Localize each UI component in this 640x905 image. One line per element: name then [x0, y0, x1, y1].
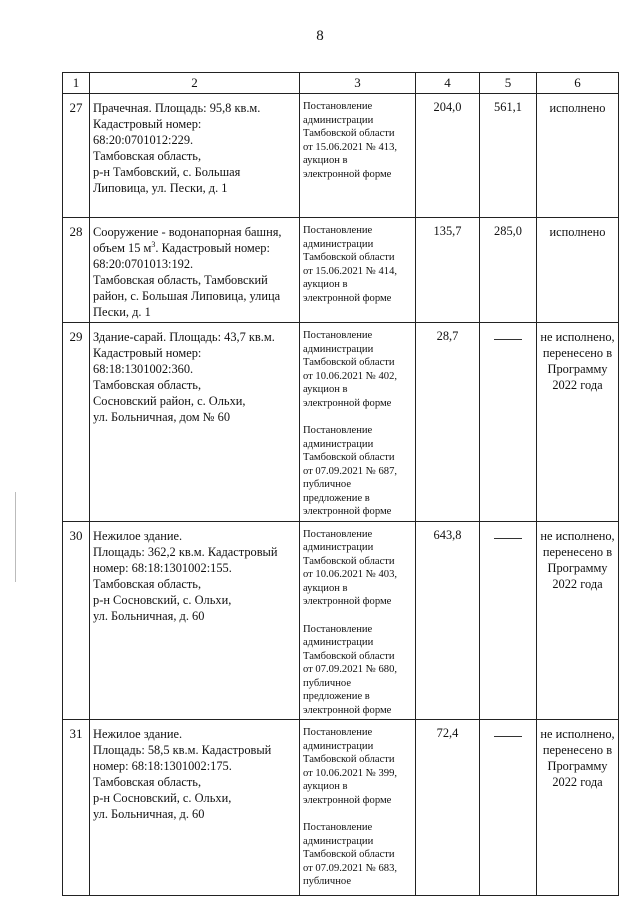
value-col5: 285,0 [480, 218, 537, 323]
object-description [90, 218, 300, 323]
status-line: Программу [547, 560, 608, 575]
header-cell: 3 [300, 73, 416, 94]
resolution-block [303, 224, 412, 305]
resolution-documents [300, 323, 416, 522]
resolution-line: публичное [303, 876, 352, 887]
description-line: Кадастровый номер: [93, 346, 202, 360]
description-line: Площадь: 58,5 кв.м. Кадастровый [93, 743, 272, 757]
value-col5 [480, 521, 537, 720]
resolution-line: от 15.06.2021 № 413, [303, 141, 398, 153]
resolution-line: аукцион в [303, 155, 348, 166]
description-line: район, с. Большая Липовица, улица [93, 289, 281, 303]
resolution-line: электронной форме [303, 704, 392, 716]
resolution-block [303, 821, 412, 889]
description-line: Тамбовская область, [93, 378, 202, 392]
status-line: не исполнено, [540, 727, 615, 741]
value-col4: 643,8 [416, 521, 480, 720]
description-line: Площадь: 362,2 кв.м. Кадастровый [93, 544, 278, 559]
resolution-line: электронной форме [303, 292, 392, 304]
page-number: 8 [316, 28, 324, 44]
description-line: Нежилое здание. [93, 528, 183, 543]
resolution-line: электронной форме [303, 506, 392, 517]
status-line: исполнено [549, 225, 606, 239]
resolution-line: Тамбовской области [303, 555, 395, 567]
description-line: Нежилое здание. [93, 727, 183, 741]
resolution-line: Постановление [303, 101, 373, 112]
resolution-block [303, 100, 412, 181]
description-line: Здание-сарай. Площадь: 43,7 кв.м. [93, 330, 275, 344]
row-number: 31 [63, 720, 90, 896]
description-line: номер: 68:18:1301002:175. [93, 759, 232, 773]
resolution-line: администрации [303, 438, 374, 450]
value-col4: 72,4 [416, 720, 480, 896]
status-line: перенесено в [542, 743, 613, 757]
resolution-line: Постановление [303, 623, 373, 635]
row-number: 29 [63, 323, 90, 522]
resolution-line: от 07.09.2021 № 683, [303, 862, 398, 874]
resolution-line: аукцион в [303, 781, 348, 792]
resolution-line: электронной форме [303, 794, 392, 806]
description-line: Сооружение - водонапорная башня, [93, 225, 282, 239]
resolution-line: администрации [303, 637, 374, 648]
description-line: Прачечная. Площадь: 95,8 кв.м. [93, 101, 261, 115]
resolution-line: электронной форме [303, 168, 392, 180]
status-line: исполнено [549, 101, 606, 115]
description-line: ул. Больничная, д. 60 [93, 608, 205, 623]
object-description [90, 521, 300, 720]
table-row [63, 323, 619, 522]
value-col4: 135,7 [416, 218, 480, 323]
resolution-block [303, 329, 412, 410]
execution-status [537, 218, 619, 323]
scan-margin-mark [15, 492, 16, 582]
resolution-line: Тамбовской области [303, 650, 395, 662]
unit-superscript: 3 [151, 239, 156, 249]
description-line: Липовица, ул. Пески, д. 1 [93, 181, 228, 195]
description-line: Сосновский район, с. Ольхи, [93, 394, 246, 408]
resolution-line: от 15.06.2021 № 414, [303, 265, 398, 277]
description-line: Пески, д. 1 [93, 305, 151, 319]
description-line: Тамбовская область, [93, 775, 202, 789]
table-row [63, 218, 619, 323]
status-line: перенесено в [542, 544, 613, 559]
execution-status [537, 323, 619, 522]
value-col5: 561,1 [480, 94, 537, 218]
resolution-line: электронной форме [303, 596, 392, 607]
status-line: 2022 года [552, 576, 603, 591]
resolution-line: администрации [303, 542, 374, 553]
resolution-block [303, 623, 412, 718]
object-description [90, 94, 300, 218]
resolution-line: от 10.06.2021 № 403, [303, 569, 398, 580]
table-header-row [63, 73, 619, 94]
resolution-line: Тамбовской области [303, 452, 395, 463]
status-line: не исполнено, [540, 528, 615, 543]
execution-status [537, 94, 619, 218]
description-line: ул. Больничная, д. 60 [93, 807, 205, 821]
value-col4: 28,7 [416, 323, 480, 522]
resolution-block [303, 726, 412, 807]
resolution-line: Тамбовской области [303, 849, 395, 860]
status-line: 2022 года [552, 378, 603, 392]
execution-status [537, 521, 619, 720]
value-col4: 204,0 [416, 94, 480, 218]
resolution-line: администрации [303, 343, 374, 355]
resolution-line: Постановление [303, 822, 373, 833]
description-line: Тамбовская область, [93, 149, 202, 163]
status-line: Программу [547, 759, 608, 773]
status-line: не исполнено, [540, 330, 615, 344]
resolution-line: публичное [303, 479, 352, 490]
empty-dash [494, 528, 522, 539]
header-cell: 1 [63, 73, 90, 94]
description-line: 68:20:0701013:192. [93, 257, 194, 271]
status-line: перенесено в [542, 346, 613, 360]
program-table [62, 72, 619, 896]
resolution-line: аукцион в [303, 384, 348, 395]
description-line: Кадастровый номер: [93, 117, 202, 131]
resolution-line: от 07.09.2021 № 687, [303, 465, 398, 477]
resolution-line: электронной форме [303, 397, 392, 409]
row-number: 27 [63, 94, 90, 218]
resolution-line: публичное [303, 677, 352, 689]
execution-status [537, 720, 619, 896]
resolution-line: аукцион в [303, 582, 348, 594]
description-line: р-н Тамбовский, с. Большая [93, 165, 241, 179]
resolution-line: Тамбовской области [303, 357, 395, 368]
empty-dash [494, 726, 522, 737]
resolution-line: предложение в [303, 492, 370, 504]
resolution-line: администрации [303, 238, 374, 250]
status-line: Программу [547, 362, 608, 376]
resolution-documents [300, 521, 416, 720]
description-line: 68:18:1301002:360. [93, 362, 194, 376]
header-cell: 4 [416, 73, 480, 94]
status-line: 2022 года [552, 775, 603, 789]
description-line: 68:20:0701012:229. [93, 133, 194, 147]
description-line: номер: 68:18:1301002:155. [93, 560, 232, 575]
resolution-line: от 10.06.2021 № 399, [303, 767, 398, 779]
resolution-documents [300, 218, 416, 323]
resolution-line: предложение в [303, 691, 370, 702]
object-description [90, 323, 300, 522]
table-row [63, 94, 619, 218]
header-cell: 6 [537, 73, 619, 94]
row-number: 30 [63, 521, 90, 720]
description-line: р-н Сосновский, с. Ольхи, [93, 791, 232, 805]
empty-dash [494, 329, 522, 340]
resolution-line: аукцион в [303, 279, 348, 290]
resolution-documents [300, 94, 416, 218]
description-line: объем 15 $м^3$. [93, 239, 162, 255]
resolution-line: Постановление [303, 528, 373, 540]
resolution-line: Тамбовской области [303, 128, 395, 139]
description-line: Кадастровый номер: [161, 241, 270, 255]
header-cell: 2 [90, 73, 300, 94]
object-description [90, 720, 300, 896]
resolution-line: Постановление [303, 425, 373, 436]
resolution-line: администрации [303, 740, 374, 752]
description-line: Тамбовская область, [93, 576, 202, 591]
resolution-block [303, 424, 412, 519]
resolution-block [303, 528, 412, 609]
table-row [63, 521, 619, 720]
resolution-line: администрации [303, 835, 374, 847]
row-number: 28 [63, 218, 90, 323]
description-line: Тамбовская область, Тамбовский [93, 273, 268, 287]
resolution-line: от 07.09.2021 № 680, [303, 664, 398, 675]
description-line: р-н Сосновский, с. Ольхи, [93, 592, 232, 607]
table-row [63, 720, 619, 896]
resolution-documents [300, 720, 416, 896]
header-cell: 5 [480, 73, 537, 94]
value-col5 [480, 323, 537, 522]
resolution-line: Постановление [303, 330, 373, 341]
resolution-line: от 10.06.2021 № 402, [303, 370, 398, 382]
resolution-line: администрации [303, 114, 374, 126]
resolution-line: Тамбовской области [303, 252, 395, 263]
description-line: ул. Больничная, дом № 60 [93, 410, 231, 424]
resolution-line: Постановление [303, 727, 373, 738]
value-col5 [480, 720, 537, 896]
resolution-line: Постановление [303, 225, 373, 236]
resolution-line: Тамбовской области [303, 754, 395, 765]
